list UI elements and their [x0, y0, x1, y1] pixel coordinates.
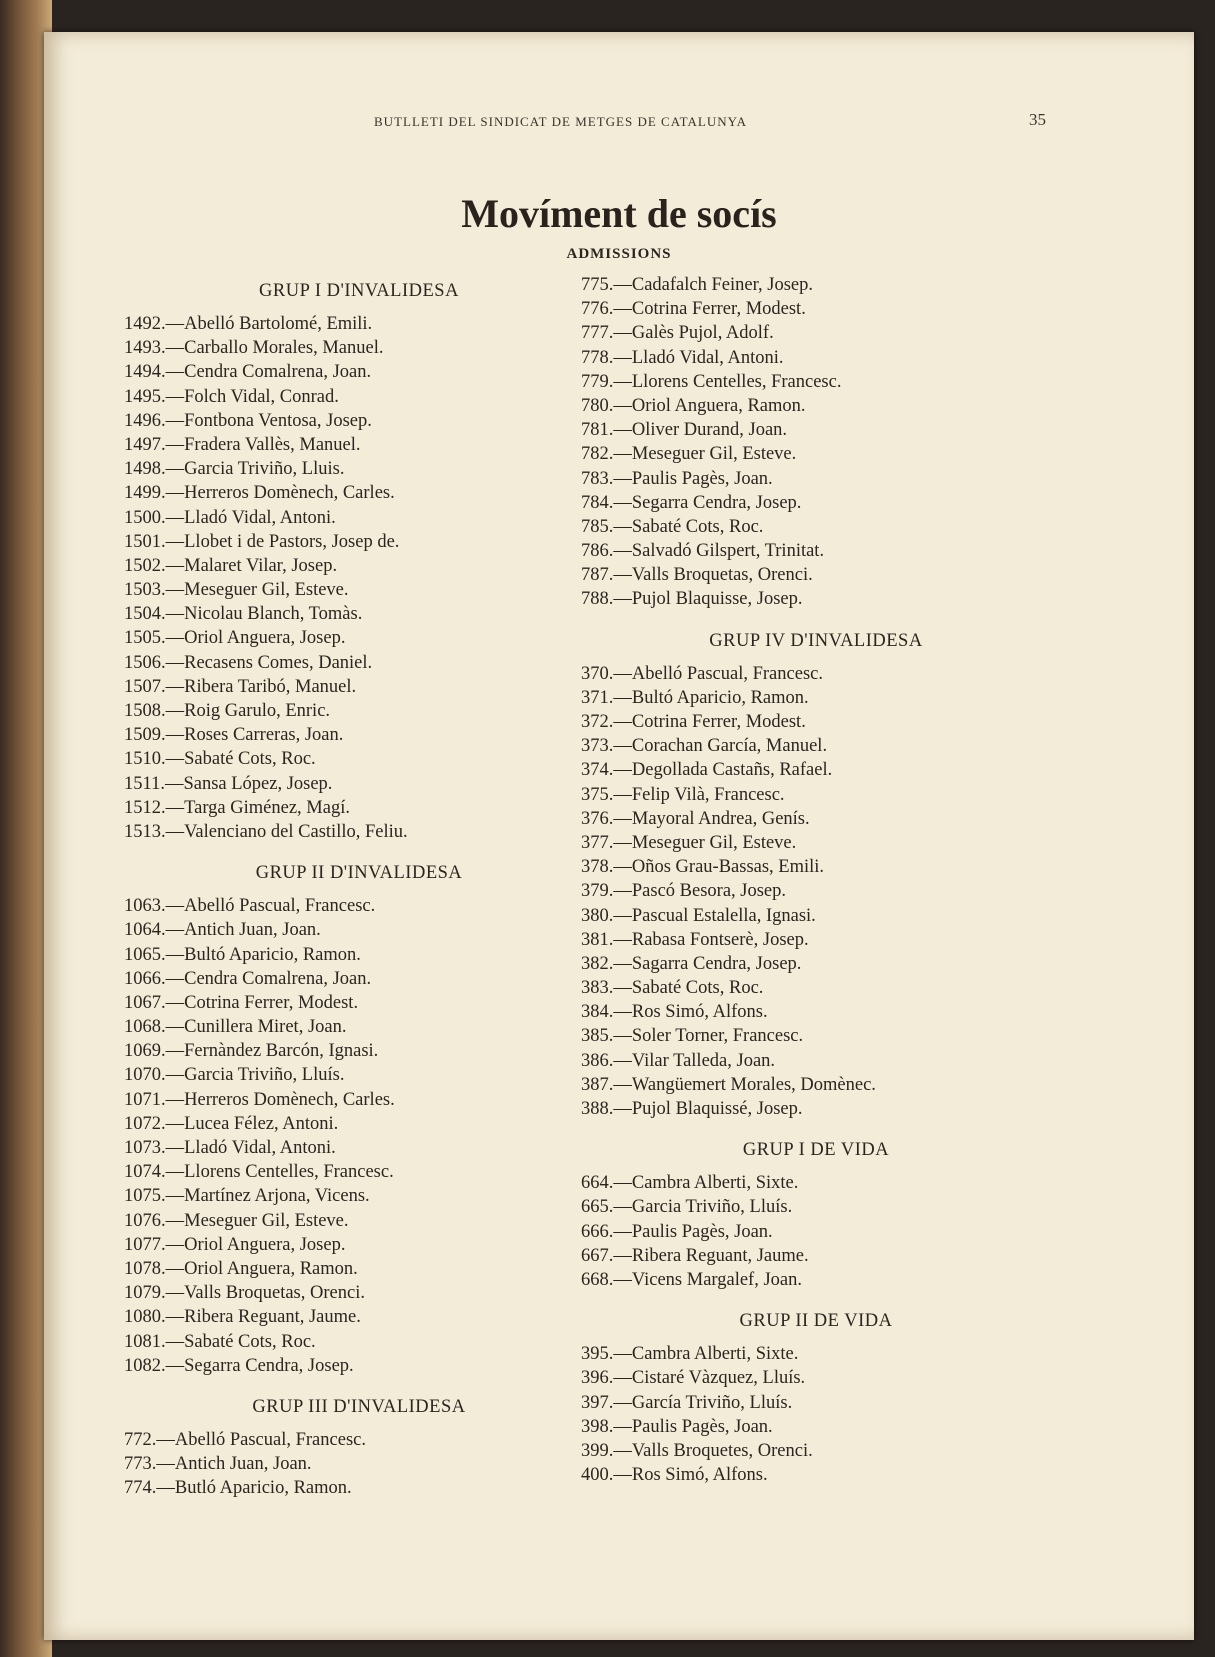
- member-entry: 1498.—Garcia Triviño, Lluis.: [124, 459, 345, 480]
- document-page: [44, 32, 1194, 1640]
- member-entry: 381.—Rabasa Fontserè, Josep.: [581, 929, 809, 950]
- member-entry: 372.—Cotrina Ferrer, Modest.: [581, 712, 806, 732]
- member-entry: 772.—Abelló Pascual, Francesc.: [124, 1429, 366, 1450]
- member-entry: 1511.—Sansa López, Josep.: [124, 773, 333, 794]
- member-entry: 386.—Vilar Talleda, Joan.: [581, 1050, 776, 1071]
- member-entry: 1076.—Meseguer Gil, Esteve.: [124, 1210, 349, 1231]
- group-heading: GRUP I DE VIDA: [742, 1140, 890, 1161]
- member-entry: 784.—Segarra Cendra, Josep.: [581, 492, 802, 513]
- member-entry: 395.—Cambra Alberti, Sixte.: [581, 1344, 799, 1365]
- group-heading: GRUP I D'INVALIDESA: [259, 281, 459, 301]
- member-entry: 1070.—Garcia Triviño, Lluís.: [124, 1065, 345, 1086]
- member-entry: 1503.—Meseguer Gil, Esteve.: [124, 580, 349, 601]
- member-entry: 1509.—Roses Carreras, Joan.: [124, 725, 344, 746]
- group-grup-iv-invalidesa: [581, 628, 1051, 1132]
- member-entry: 782.—Meseguer Gil, Esteve.: [581, 444, 797, 465]
- member-entry: 1502.—Malaret Vilar, Josep.: [124, 555, 338, 576]
- member-entry: 1065.—Bultó Aparicio, Ramon.: [124, 944, 361, 965]
- group-heading: GRUP III D'INVALIDESA: [252, 1396, 466, 1417]
- running-title: BUTLLETI DEL SINDICAT DE METGES DE CATALUNYA: [374, 114, 747, 129]
- member-entry: 1501.—Llobet i de Pastors, Josep de.: [124, 531, 400, 552]
- member-entry: 1067.—Cotrina Ferrer, Modest.: [124, 992, 359, 1013]
- member-entry: 384.—Ros Simó, Alfons.: [581, 1002, 768, 1023]
- group-heading: GRUP II DE VIDA: [739, 1311, 893, 1332]
- member-entry: 779.—Llorens Centelles, Francesc.: [581, 371, 842, 392]
- group-grup-ii-vida: [581, 1308, 1051, 1497]
- member-entry: 1504.—Nicolau Blanch, Tomàs.: [124, 604, 363, 625]
- member-entry: 666.—Paulis Pagès, Joan.: [581, 1221, 773, 1242]
- member-entry: 399.—Valls Broquetes, Orenci.: [581, 1440, 813, 1461]
- member-entry: 1068.—Cunillera Miret, Joan.: [124, 1017, 347, 1038]
- member-entry: 374.—Degollada Castañs, Rafael.: [581, 760, 833, 781]
- member-entry: 1495.—Folch Vidal, Conrad.: [124, 386, 339, 407]
- member-entry: 1074.—Llorens Centelles, Francesc.: [124, 1162, 394, 1183]
- group-grup-i-vida: [581, 1137, 1051, 1302]
- member-entry: 1075.—Martínez Arjona, Vicens.: [124, 1186, 370, 1207]
- member-entry: 1507.—Ribera Taribó, Manuel.: [124, 676, 357, 697]
- member-entry: 788.—Pujol Blaquisse, Josep.: [581, 589, 803, 610]
- member-entry: 370.—Abelló Pascual, Francesc.: [581, 663, 823, 684]
- member-entry: 773.—Antich Juan, Joan.: [124, 1454, 312, 1475]
- member-entry: 397.—García Triviño, Lluís.: [581, 1392, 793, 1413]
- group-grup-i-invalidesa: [124, 278, 594, 854]
- member-entry: 1063.—Abelló Pascual, Francesc.: [124, 896, 376, 917]
- member-entry: 665.—Garcia Triviño, Lluís.: [581, 1197, 793, 1218]
- member-entry: 379.—Pascó Besora, Josep.: [581, 881, 787, 902]
- group-heading: GRUP II D'INVALIDESA: [255, 863, 463, 884]
- member-entry: 783.—Paulis Pagès, Joan.: [581, 468, 773, 489]
- member-entry: 378.—Oños Grau-Bassas, Emili.: [581, 857, 825, 878]
- member-entry: 1505.—Oriol Anguera, Josep.: [124, 628, 346, 649]
- member-entry: 388.—Pujol Blaquissé, Josep.: [581, 1099, 803, 1119]
- member-entry: 1077.—Oriol Anguera, Josep.: [124, 1234, 346, 1255]
- member-entry: 774.—Butló Aparicio, Ramon.: [124, 1478, 352, 1499]
- left-column: [124, 272, 594, 1510]
- member-entry: 375.—Felip Vilà, Francesc.: [581, 784, 785, 805]
- member-entry: 780.—Oriol Anguera, Ramon.: [581, 395, 806, 416]
- member-entry: 380.—Pascual Estalella, Ignasi.: [581, 905, 816, 926]
- member-entry: 382.—Sagarra Cendra, Josep.: [581, 953, 802, 974]
- member-entry: 1493.—Carballo Morales, Manuel.: [124, 338, 384, 359]
- member-entry: 1080.—Ribera Reguant, Jaume.: [124, 1307, 361, 1328]
- member-entry: 1071.—Herreros Domènech, Carles.: [124, 1089, 395, 1110]
- member-entry: 371.—Bultó Aparicio, Ramon.: [581, 687, 809, 708]
- member-entry: 376.—Mayoral Andrea, Genís.: [581, 808, 810, 829]
- member-entry: 776.—Cotrina Ferrer, Modest.: [581, 299, 806, 320]
- section-label: ADMISSIONS: [566, 246, 672, 262]
- member-entry: 1506.—Recasens Comes, Daniel.: [124, 652, 373, 673]
- member-entry: 1069.—Fernàndez Barcón, Ignasi.: [124, 1041, 379, 1062]
- member-entry: 400.—Ros Simó, Alfons.: [581, 1465, 768, 1486]
- member-entry: 778.—Lladó Vidal, Antoni.: [581, 347, 784, 368]
- member-entry: 1072.—Lucea Félez, Antoni.: [124, 1113, 339, 1134]
- member-entry: 1073.—Lladó Vidal, Antoni.: [124, 1138, 336, 1158]
- member-entry: 1492.—Abelló Bartolomé, Emili.: [124, 314, 373, 334]
- member-entry: 385.—Soler Torner, Francesc.: [581, 1026, 804, 1047]
- member-entry: 781.—Oliver Durand, Joan.: [581, 420, 788, 441]
- member-entry: 377.—Meseguer Gil, Esteve.: [581, 832, 797, 853]
- member-entry: 787.—Valls Broquetas, Orenci.: [581, 565, 813, 586]
- member-entry: 1512.—Targa Giménez, Magí.: [124, 797, 350, 818]
- member-entry: 1496.—Fontbona Ventosa, Josep.: [124, 410, 372, 431]
- member-entry: 668.—Vicens Margalef, Joan.: [581, 1269, 803, 1290]
- member-entry: 1508.—Roig Garulo, Enric.: [124, 701, 331, 721]
- member-entry: 1082.—Segarra Cendra, Josep.: [124, 1355, 354, 1376]
- member-entry: 398.—Paulis Pagès, Joan.: [581, 1416, 773, 1437]
- member-entry: 1081.—Sabaté Cots, Roc.: [124, 1331, 316, 1352]
- member-entry: 777.—Galès Pujol, Adolf.: [581, 323, 774, 344]
- member-entry: 1513.—Valenciano del Castillo, Feliu.: [124, 821, 408, 842]
- member-entry: 1066.—Cendra Comalrena, Joan.: [124, 968, 372, 989]
- group-grup-iii-invalidesa: [124, 1394, 594, 1511]
- member-entry: 785.—Sabaté Cots, Roc.: [581, 516, 764, 537]
- member-entry: 383.—Sabaté Cots, Roc.: [581, 978, 764, 999]
- right-column: [581, 273, 1051, 1497]
- member-entry: 1497.—Fradera Vallès, Manuel.: [124, 434, 361, 455]
- member-entry: 1078.—Oriol Anguera, Ramon.: [124, 1258, 358, 1279]
- group-grup-iii-invalidesa-continued: [581, 273, 1051, 622]
- member-entry: 1500.—Lladó Vidal, Antoni.: [124, 507, 336, 528]
- member-entry: 1064.—Antich Juan, Joan.: [124, 920, 321, 941]
- page-number: 35: [1029, 110, 1046, 129]
- member-entry: 396.—Cistaré Vàzquez, Lluís.: [581, 1368, 806, 1389]
- member-entry: 667.—Ribera Reguant, Jaume.: [581, 1245, 809, 1266]
- member-entry: 775.—Cadafalch Feiner, Josep.: [581, 275, 813, 295]
- member-entry: 1079.—Valls Broquetas, Orenci.: [124, 1283, 365, 1304]
- member-entry: 1494.—Cendra Comalrena, Joan.: [124, 362, 372, 383]
- page-title: Movíment de socís: [461, 191, 777, 236]
- member-entry: 387.—Wangüemert Morales, Domènec.: [581, 1074, 876, 1095]
- member-entry: 1499.—Herreros Domènech, Carles.: [124, 483, 395, 504]
- member-entry: 664.—Cambra Alberti, Sixte.: [581, 1173, 799, 1194]
- member-entry: 1510.—Sabaté Cots, Roc.: [124, 749, 316, 770]
- group-grup-ii-invalidesa: [124, 860, 594, 1388]
- member-entry: 373.—Corachan García, Manuel.: [581, 736, 828, 757]
- group-heading: GRUP IV D'INVALIDESA: [709, 630, 923, 651]
- member-entry: 786.—Salvadó Gilspert, Trinitat.: [581, 541, 825, 562]
